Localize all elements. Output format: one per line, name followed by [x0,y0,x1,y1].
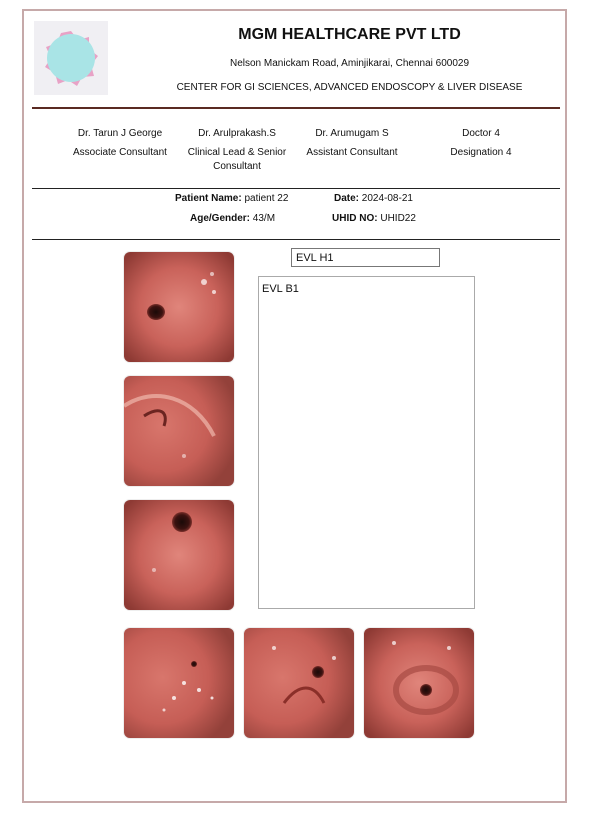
date-label: Date: [334,193,360,204]
date-value: 2024-08-21 [361,193,413,204]
endoscopy-image[interactable] [124,500,234,610]
endoscopy-image-icon [124,500,234,610]
endoscopy-image[interactable] [124,376,234,486]
patient-name-label: Patient Name: [175,193,242,204]
doctor-role: Clinical Lead & Senior Consultant [187,147,287,172]
endoscopy-image[interactable] [124,628,234,738]
doctor-list [60,126,555,181]
header-divider [32,107,560,109]
doctor-name: Dr. Arumugam S [315,128,389,139]
age-gender-value: 43/M [252,213,276,224]
endoscopy-image-icon [364,628,474,738]
report-heading-field[interactable]: EVL H1 [291,248,440,267]
endoscopy-image-icon [244,628,354,738]
doctor-name: Dr. Tarun J George [77,128,163,139]
date-field [334,193,413,204]
uhid-value: UHID22 [380,213,416,224]
patient-name-field [175,193,288,204]
endoscopy-image-icon [124,628,234,738]
patient-name-value: patient 22 [244,193,289,204]
doctor-name: Dr. Arulprakash.S [198,128,276,139]
doctor-card [60,126,180,160]
uhid-label: UHID NO: [332,213,378,224]
age-gender-field [190,213,275,224]
uhid-field [332,213,416,224]
patient-divider [32,239,560,240]
doctor-card [292,126,412,160]
department-name: CENTER FOR GI SCIENCES, ADVANCED ENDOSCOPY & LIVER DISEASE [176,82,523,93]
doctor-role: Associate Consultant [73,147,167,158]
doctor-divider [32,188,560,189]
doctor-name: Doctor 4 [462,128,500,139]
doctor-role: Assistant Consultant [306,147,398,158]
endoscopy-image[interactable] [244,628,354,738]
endoscopy-image[interactable] [364,628,474,738]
doctor-role: Designation 4 [450,147,512,158]
age-gender-label: Age/Gender: [190,213,251,224]
doctor-card [421,126,541,160]
hospital-address: Nelson Manickam Road, Aminjikarai, Chennai 600029 [229,58,470,69]
report-page [22,9,567,803]
report-body-field[interactable]: EVL B1 [258,276,475,609]
endoscopy-image-icon [124,376,234,486]
endoscopy-image-icon [124,252,234,362]
hospital-name: MGM HEALTHCARE PVT LTD [238,26,461,43]
doctor-card [177,126,297,174]
endoscopy-image[interactable] [124,252,234,362]
